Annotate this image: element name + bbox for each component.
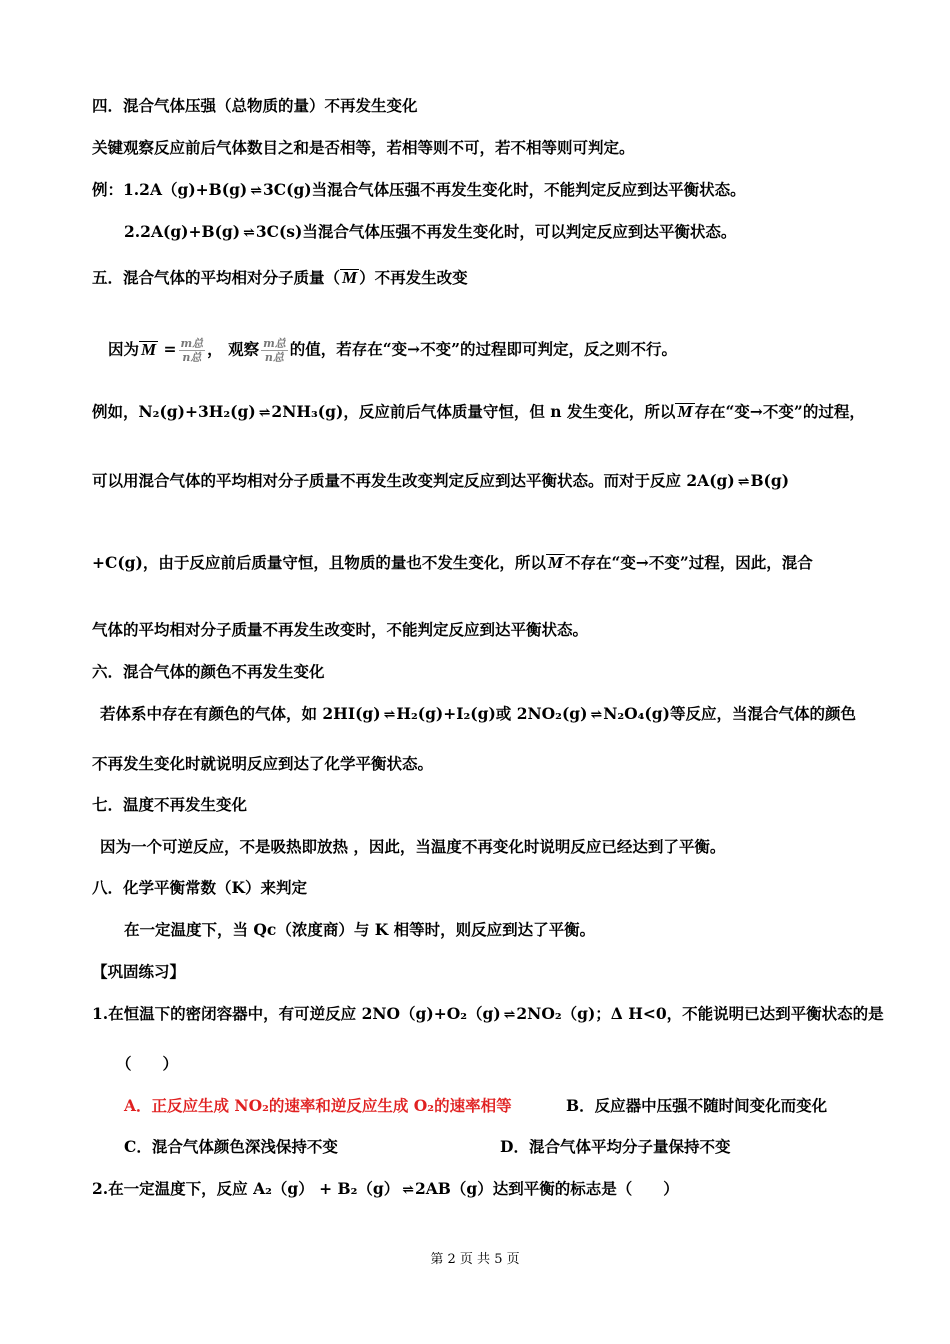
section5-because: 因为 M = $\frac{\text{m总}}{\text{n总}}$ ， 观察 $\frac{\text{m总}}{\text{n总}}$ 的值，若存在“变→不变”的过程即可判定，反之则不行。: [108, 337, 678, 364]
practice-heading: 【巩固练习】: [92, 962, 186, 981]
equilibrium-arrow-icon: ⇌: [503, 1007, 514, 1023]
section7-para-1: 因为一个可逆反应，不是吸热即放热 ，因此，当温度不再变化时说明反应已经达到了平衡。: [100, 837, 726, 856]
equilibrium-arrow-icon: ⇌: [590, 707, 601, 723]
equilibrium-arrow-icon: ⇌: [243, 225, 253, 241]
equilibrium-arrow-icon: ⇌: [258, 405, 269, 421]
section5-para-2: 可以用混合气体的平均相对分子质量不再发生改变判定反应到达平衡状态。而对于反应 2A(g) ⇌ B(g): [92, 471, 790, 490]
equilibrium-arrow-icon: ⇌: [250, 183, 260, 199]
question-1-answer-blank: （ ）: [116, 1054, 179, 1073]
section4-heading: 四．混合气体压强（总物质的量）不再发生变化: [92, 96, 418, 115]
section5-para-1: 例如，N₂(g)+3H₂(g) ⇌ 2NH₃(g)，反应前后气体质量守恒，但 n 发生变化，所以 M 存在“变→不变”的过程，: [92, 402, 865, 421]
question-1-option-b: B．反应器中压强不随时间变化而变化: [566, 1096, 828, 1115]
m-bar-symbol: M: [342, 268, 358, 287]
mass-over-mole-fraction: $\frac{\text{m总}}{\text{n总}}$: [180, 337, 204, 364]
section6-para-1: 若体系中存在有颜色的气体，如 2HI(g) ⇌ H₂(g)+I₂(g)或 2NO₂(g) ⇌ N₂O₄(g)等反应，当混合气体的颜色: [100, 704, 856, 723]
section4-example-1: 例：1.2A（g)+B(g) ⇌ 3C(g)当混合气体压强不再发生变化时，不能判定反应到达平衡状态。: [92, 180, 746, 199]
section6-para-2: 不再发生变化时就说明反应到达了化学平衡状态。: [92, 754, 434, 773]
section5-heading: 五．混合气体的平均相对分子质量（ M ）不再发生改变: [92, 268, 468, 287]
section7-heading: 七．温度不再发生变化: [92, 795, 248, 814]
page-footer: 第 2 页 共 5 页: [430, 1252, 520, 1267]
section5-para-4: 气体的平均相对分子质量不再发生改变时，不能判定反应到达平衡状态。: [92, 620, 589, 639]
section8-heading: 八．化学平衡常数（K）来判定: [92, 878, 307, 897]
section4-example-2: 2.2A(g)+B(g) ⇌ 3C(s)当混合气体压强不再发生变化时，可以判定反应到达平衡状态。: [124, 222, 737, 241]
equilibrium-arrow-icon: ⇌: [383, 707, 394, 723]
question-1-option-d: D．混合气体平均分子量保持不变: [500, 1137, 731, 1156]
section8-para-1: 在一定温度下，当 Qc（浓度商）与 K 相等时，则反应到达了平衡。: [124, 920, 596, 939]
equilibrium-arrow-icon: ⇌: [402, 1182, 412, 1198]
section5-para-3: +C(g)，由于反应前后质量守恒，且物质的量也不发生变化，所以 M 不存在“变→不变”过程，因此，混合: [92, 553, 813, 572]
section4-desc: 关键观察反应前后气体数目之和是否相等，若相等则不可，若不相等则可判定。: [92, 138, 635, 157]
equilibrium-arrow-icon: ⇌: [737, 474, 748, 490]
mass-over-mole-fraction: $\frac{\text{m总}}{\text{n总}}$: [263, 337, 286, 364]
section6-heading: 六．混合气体的颜色不再发生变化: [92, 662, 325, 681]
question-1-option-c: C．混合气体颜色深浅保持不变: [124, 1137, 338, 1156]
question-1-option-a: A．正反应生成 NO₂的速率和逆反应生成 O₂的速率相等: [124, 1096, 512, 1115]
question-2: 2.在一定温度下，反应 A₂（g） + B₂（g） ⇌ 2AB（g）达到平衡的标志是（ ）: [92, 1179, 679, 1198]
question-1: 1.在恒温下的密闭容器中，有可逆反应 2NO（g)+O₂（g) ⇌ 2NO₂（g)；Δ H<0，不能说明已达到平衡状态的是: [92, 1004, 884, 1023]
